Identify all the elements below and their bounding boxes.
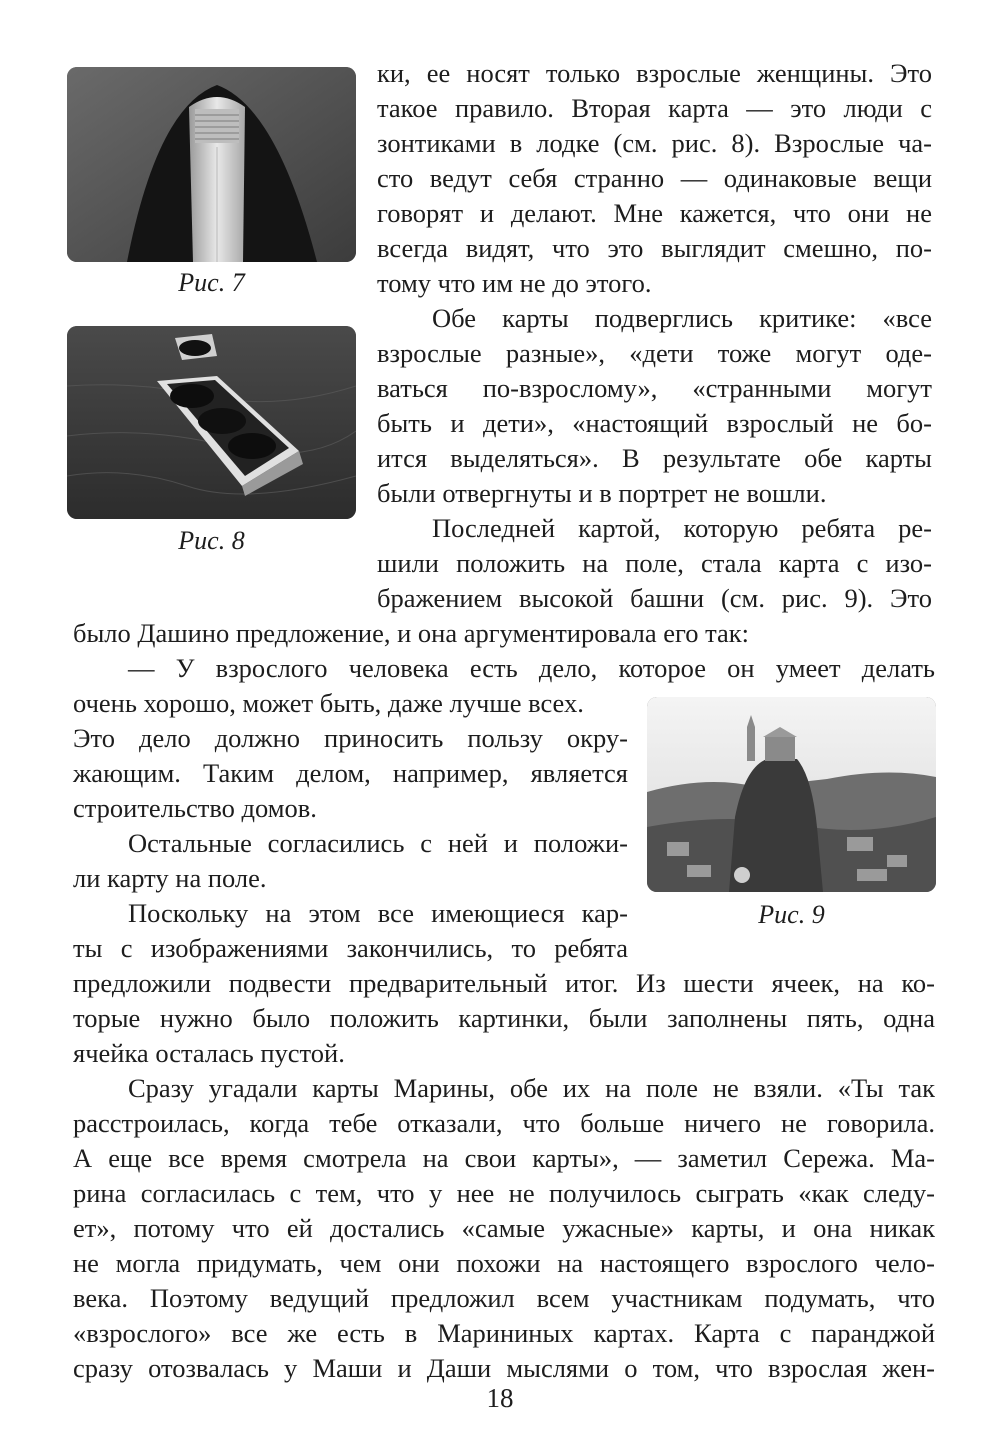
boat-umbrellas-photo-icon [67,326,356,519]
text-line: не могла придумать, чем они похожи на настоящего взрослого чело- [73,1248,935,1278]
text-line: Последней картой, которую ребята ре- [432,513,932,543]
text-line: ки, ее носят только взрослые женщины. Это [377,58,932,88]
figure-7-caption: Рис. 7 [178,268,245,297]
page-number: 18 [486,1383,514,1413]
text-line: шили положить на поле, стала карта с изо- [377,548,932,578]
text-line: всегда видят, что это выглядит смешно, по- [377,233,932,263]
tower-on-rock-photo-icon [647,697,936,892]
text-line: Сразу угадали карты Марины, обе их на поле не взяли. «Ты так [128,1073,935,1103]
text-line: А еще все время смотрела на свои карты», — заметил Сережа. Ма- [73,1143,935,1173]
text-line: такое правило. Вторая карта — это люди с [377,93,932,123]
text-line: ты с изображениями закончились, то ребята [73,933,628,963]
text-line: зонтиками в лодке (см. рис. 8). Взрослые ча- [377,128,932,158]
text-line: Остальные согласились с ней и положи- [128,828,628,858]
text-line: было Дашино предложение, и она аргументировала его так: [73,618,750,648]
text-line: быть и дети», «настоящий взрослый не бо- [377,408,932,438]
text-line: ится выделяться». В результате обе карты [377,443,932,473]
text-line: тому что им не до этого. [377,268,652,298]
text-line: — У взрослого человека есть дело, которое он умеет делать [128,653,935,683]
burqa-photo-icon [67,67,356,262]
text-line: рина согласилась с тем, что у нее не получилось сыграть «как следу- [73,1178,935,1208]
text-line: расстроилась, когда тебе отказали, что больше ничего не говорила. [73,1108,935,1138]
text-line: очень хорошо, может быть, даже лучше всех. [73,688,584,718]
text-line: Это дело должно приносить пользу окру- [73,723,628,753]
text-line: предложили подвести предварительный итог. Из шести ячеек, на ко- [73,968,935,998]
text-line: жающим. Таким делом, например, является [73,758,628,788]
text-line: «взрослого» все же есть в Марининых картах. Карта с паранджой [73,1318,935,1348]
text-line: ли карту на поле. [73,863,267,893]
figure-8-caption: Рис. 8 [178,526,245,555]
figure-8-image [67,326,356,519]
figure-9-caption: Рис. 9 [758,900,825,929]
text-line: бражением высокой башни (см. рис. 9). Это [377,583,932,613]
text-line: Обе карты подверглись критике: «все [432,303,932,333]
text-line: строительство домов. [73,793,317,823]
text-line: Поскольку на этом все имеющиеся кар- [128,898,628,928]
text-line: ячейка осталась пустой. [73,1038,345,1068]
text-line: ваться по-взрослому», «странными могут [377,373,932,403]
text-line: сразу отозвалась у Маши и Даши мыслями о том, что взрослая жен- [73,1353,935,1383]
text-line: взрослые разные», «дети тоже могут оде- [377,338,932,368]
text-line: говорят и делают. Мне кажется, что они не [377,198,932,228]
text-line: ет», потому что ей достались «самые ужасные» карты, и она никак [73,1213,935,1243]
figure-9-image [647,697,936,892]
text-line: века. Поэтому ведущий предложил всем участникам подумать, что [73,1283,935,1313]
text-line: сто ведут себя странно — одинаковые вещи [377,163,932,193]
text-line: торые нужно было положить картинки, были заполнены пять, одна [73,1003,935,1033]
text-line: были отвергнуты и в портрет не вошли. [377,478,827,508]
figure-7-image [67,67,356,262]
